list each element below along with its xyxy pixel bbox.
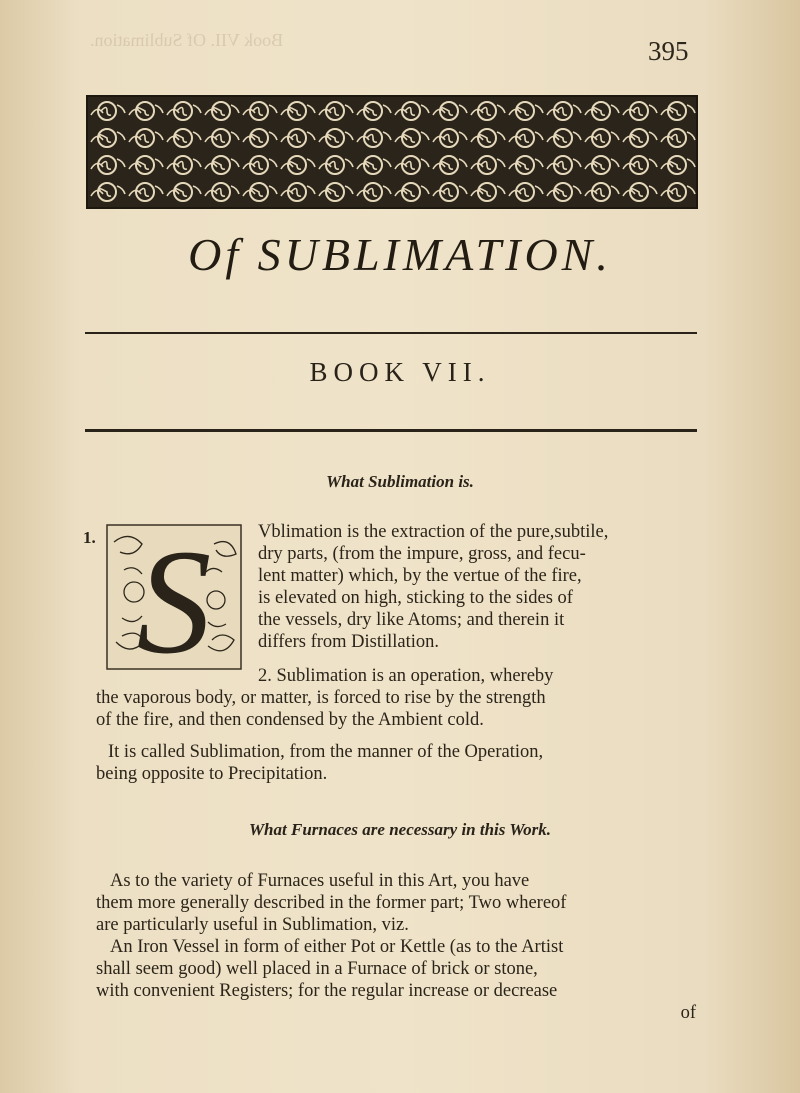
ornament-motif [661, 156, 695, 174]
ornament-motif [281, 102, 315, 120]
ornament-motif [585, 102, 619, 120]
text-line: Vblimation is the extraction of the pure,subtile, [258, 522, 609, 542]
ornament-motif [471, 102, 505, 120]
ornament-motif [395, 102, 429, 120]
section-number: 1. [83, 528, 96, 547]
ornament-motif [661, 183, 695, 201]
ornament-motif [433, 129, 467, 147]
ornament-motif [129, 156, 163, 174]
text-line: being opposite to Precipitation. [96, 764, 328, 784]
ornament-motif [471, 129, 505, 147]
text-line: differs from Distillation. [258, 632, 440, 652]
ornament-motif [281, 129, 315, 147]
rule-upper [85, 332, 697, 334]
ornament-motif [319, 156, 353, 174]
ornament-motif [243, 156, 277, 174]
ornament-motif [243, 183, 277, 201]
ornament-motif [129, 183, 163, 201]
text-line: dry parts, (from the impure, gross, and fecu- [258, 544, 586, 564]
ornament-motif [243, 129, 277, 147]
text-line: lent matter) which, by the vertue of the fire, [258, 566, 582, 586]
section-heading-furnaces: What Furnaces are necessary in this Work. [248, 820, 552, 839]
printers-ornament-band [86, 95, 698, 209]
ornament-motif [509, 129, 543, 147]
section1-first-paragraph [258, 521, 698, 653]
text-line: them more generally described in the former part; Two whereof [96, 893, 567, 913]
text-line: As to the variety of Furnaces useful in this Art, you have [110, 871, 530, 891]
ornament-motif [623, 129, 657, 147]
text-line: with convenient Registers; for the regular increase or decrease [96, 981, 558, 1001]
dropcap-letter: S [136, 522, 212, 672]
section2-paragraph [96, 870, 700, 1024]
ornament-motif [547, 156, 581, 174]
ornament-motif [91, 102, 125, 120]
section1-second-paragraph [96, 665, 700, 731]
section-heading-sublimation: What Sublimation is. [326, 472, 474, 491]
book-number: BOOK VII. [309, 357, 491, 387]
ornament-motif [395, 129, 429, 147]
ornament-motif [205, 129, 239, 147]
section1-third-paragraph [96, 741, 700, 785]
ornament-motif [623, 183, 657, 201]
ornament-motif [433, 183, 467, 201]
ornament-motif [167, 183, 201, 201]
ornament-motif [357, 129, 391, 147]
ornament-motif [281, 183, 315, 201]
ornament-motif [243, 102, 277, 120]
text-line: are particularly useful in Sublimation, viz. [96, 915, 409, 935]
ornament-motif [167, 129, 201, 147]
ornament-motif [547, 129, 581, 147]
ornament-motif [205, 156, 239, 174]
ornament-motif [129, 102, 163, 120]
rule-lower [85, 429, 697, 432]
ornament-motif [91, 156, 125, 174]
ornament-motif [623, 102, 657, 120]
ornament-motif [471, 183, 505, 201]
ornament-motif [585, 156, 619, 174]
bleed-through-text: Book VII. Of Sublimation. [90, 30, 284, 50]
text-line: shall seem good) well placed in a Furnace of brick or stone, [96, 959, 538, 979]
ornament-motif [585, 129, 619, 147]
ornament-motif [509, 183, 543, 201]
ornament-motif [91, 129, 125, 147]
text-line: 2. Sublimation is an operation, whereby [258, 666, 554, 686]
text-line: the vaporous body, or matter, is forced to rise by the strength [96, 688, 546, 708]
ornament-motif [357, 156, 391, 174]
text-line: the vessels, dry like Atoms; and therein it [258, 610, 565, 630]
ornament-motif [661, 129, 695, 147]
catchword: of [680, 1003, 696, 1023]
ornament-motif [547, 183, 581, 201]
ornament-motif [509, 156, 543, 174]
decorated-initial-letter [104, 522, 244, 672]
text-line: is elevated on high, sticking to the sides of [258, 588, 573, 608]
page-title: Of SUBLIMATION. [188, 229, 612, 280]
ornament-motif [205, 102, 239, 120]
ornament-motif [357, 102, 391, 120]
ornament-motif [623, 156, 657, 174]
ornament-motif [395, 156, 429, 174]
ornament-motif [585, 183, 619, 201]
ornament-motif [91, 183, 125, 201]
text-line: of the fire, and then condensed by the Ambient cold. [96, 710, 484, 730]
ornament-motif [357, 183, 391, 201]
ornament-motif [395, 183, 429, 201]
ornament-motif [129, 129, 163, 147]
ornament-motif [281, 156, 315, 174]
ornament-motif [205, 183, 239, 201]
ornament-motif [547, 102, 581, 120]
ornament-motif [661, 102, 695, 120]
ornament-motif [319, 102, 353, 120]
ornament-motif [433, 156, 467, 174]
text-line: It is called Sublimation, from the manner of the Operation, [108, 742, 544, 762]
ornament-motif [433, 102, 467, 120]
ornament-motif [319, 129, 353, 147]
page-number: 395 [648, 36, 689, 66]
ornament-motif [167, 156, 201, 174]
text-line: An Iron Vessel in form of either Pot or Kettle (as to the Artist [110, 937, 564, 957]
ornament-motif [319, 183, 353, 201]
ornament-motif [509, 102, 543, 120]
ornament-motif [471, 156, 505, 174]
ornament-motif [167, 102, 201, 120]
